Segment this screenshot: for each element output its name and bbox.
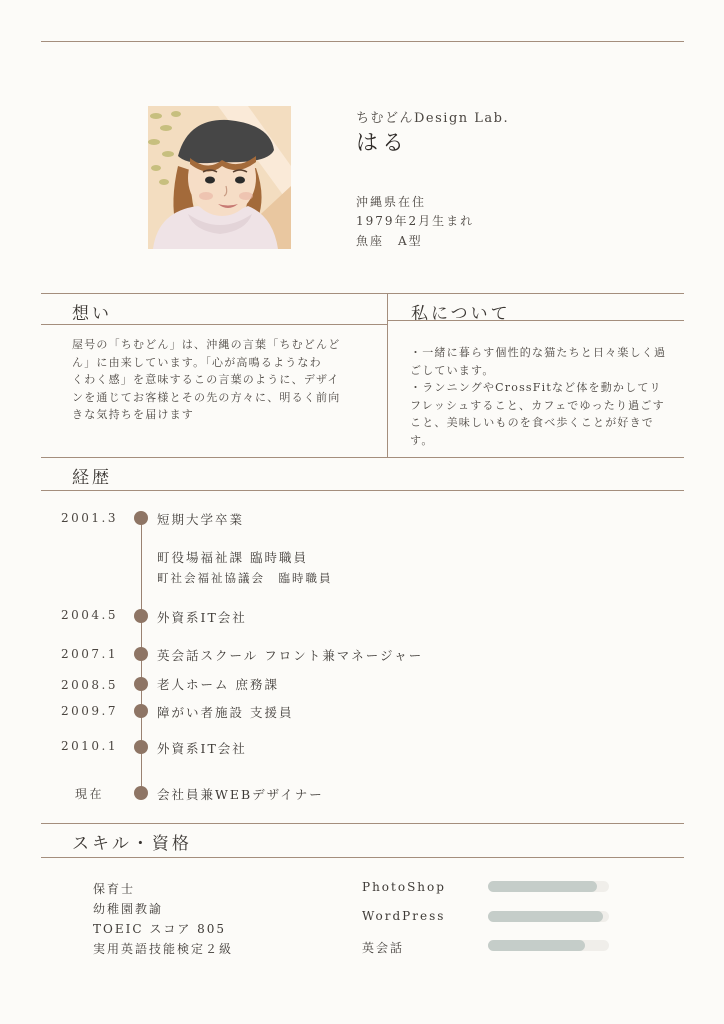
timeline-year: 2007.1: [61, 647, 118, 661]
about-underline: [387, 320, 684, 321]
info-sign-bloodtype: 魚座 A型: [356, 234, 423, 248]
timeline-entry: 老人ホーム 庶務課: [157, 677, 279, 692]
timeline-entry: 外資系IT会社: [157, 741, 247, 756]
timeline-entry: 町役場福祉課 臨時職員: [157, 550, 308, 565]
section-divider: [41, 457, 684, 458]
skill-bar: [488, 911, 609, 922]
timeline-entry: 英会話スクール フロント兼マネージャー: [157, 648, 424, 663]
timeline-dot: [134, 647, 148, 661]
timeline-entry: 町社会福祉協議会 臨時職員: [157, 571, 333, 585]
timeline-dot: [134, 786, 148, 800]
timeline-entry: 会社員兼WEBデザイナー: [157, 787, 324, 802]
timeline-dot: [134, 609, 148, 623]
timeline-entry: 外資系IT会社: [157, 610, 247, 625]
timeline-dot: [134, 511, 148, 525]
profile-portrait: [148, 106, 291, 249]
thoughts-text: 屋号の「ちむどん」は、沖縄の言葉「ちむどんど ん」に由来しています。「心が高鳴るようなわ くわく感」を意味するこの言葉のように、デザイ ンを通じてお客様とその先の方々に、明るく前向 きな気持ちを届けます: [72, 338, 341, 421]
skills-title: スキル・資格: [72, 834, 192, 854]
about-title: 私について: [411, 304, 511, 324]
skill-bar-fill: [488, 881, 597, 892]
timeline-year: 2010.1: [61, 739, 118, 753]
timeline-dot: [134, 704, 148, 718]
timeline-entry: 短期大学卒業: [157, 512, 245, 527]
career-title: 経歴: [72, 468, 112, 488]
skill-bar-fill: [488, 940, 585, 951]
section-divider: [41, 490, 684, 491]
top-divider: [41, 41, 684, 42]
skill-bar: [488, 881, 609, 892]
timeline-year: 2009.7: [61, 704, 118, 718]
person-name: はる: [356, 131, 409, 156]
timeline-year: 2008.5: [61, 678, 118, 692]
thoughts-title: 想い: [72, 304, 112, 324]
skill-label: PhotoShop: [362, 880, 446, 894]
qualification-item: 実用英語技能検定２級: [93, 942, 234, 956]
column-divider: [387, 293, 388, 457]
brand-name: ちむどんDesign Lab.: [356, 111, 510, 126]
timeline-year: 現在: [75, 787, 105, 801]
timeline-year: 2004.5: [61, 608, 118, 622]
qualification-item: TOEIC スコア 805: [93, 922, 227, 936]
section-divider: [41, 823, 684, 824]
thoughts-underline: [41, 324, 387, 325]
timeline-entry: 障がい者施設 支援員: [157, 705, 294, 720]
skill-label: 英会話: [362, 941, 405, 955]
qualification-item: 保育士: [93, 882, 136, 896]
timeline-dot: [134, 740, 148, 754]
section-divider: [41, 857, 684, 858]
skill-bar: [488, 940, 609, 951]
skill-label: WordPress: [362, 909, 446, 923]
info-birthdate: 1979年2月生まれ: [356, 214, 475, 228]
info-residence: 沖縄県在住: [356, 195, 427, 209]
timeline-year: 2001.3: [61, 511, 118, 525]
qualification-item: 幼稚園教諭: [93, 902, 164, 916]
timeline-dot: [134, 677, 148, 691]
skill-bar-fill: [488, 911, 603, 922]
section-divider: [41, 293, 684, 294]
about-text: ・一緒に暮らす個性的な猫たちと日々楽しく過 ごしています。 ・ランニングやCrossFitなど体を動かしてリ フレッシュすること、カフェでゆったり過ごす こと、美味しいものを食べ歩くことが好きで す。: [410, 346, 667, 447]
